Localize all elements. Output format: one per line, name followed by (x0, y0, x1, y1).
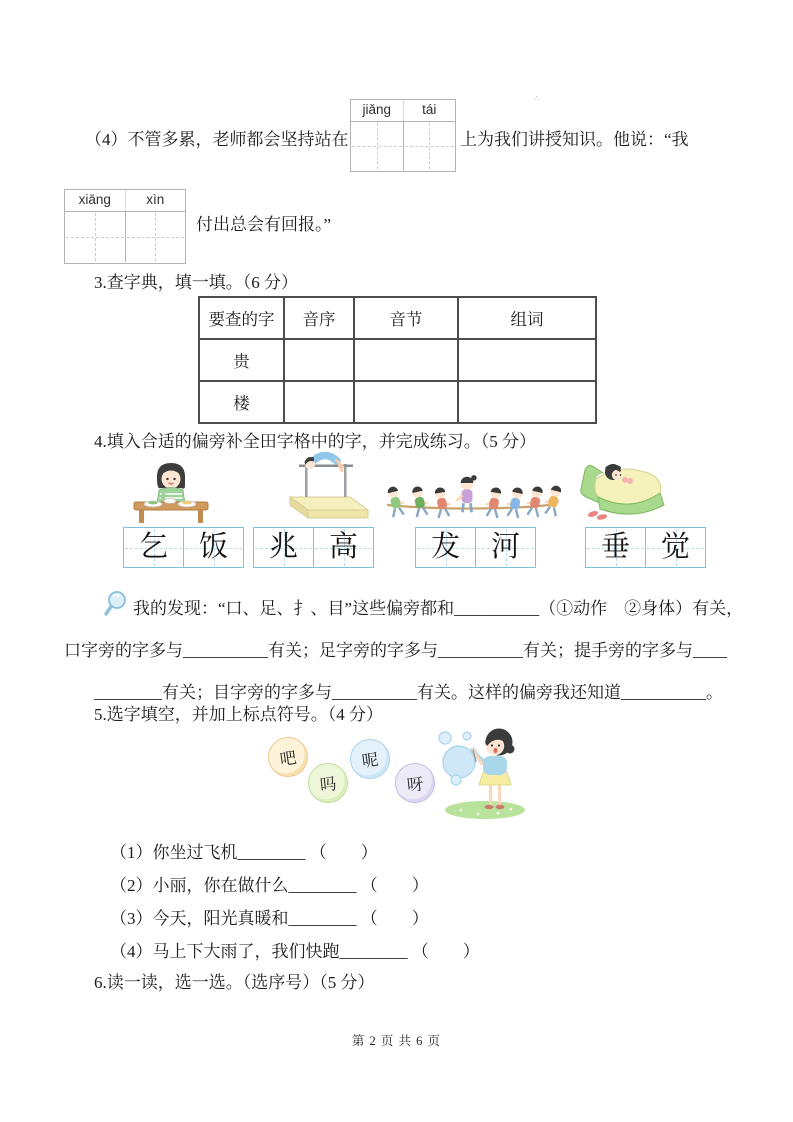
magnifier-icon (102, 590, 128, 618)
q5-item-2: （2）小丽，你在做什么________ （ ） (110, 876, 429, 895)
cell-zuci-blank[interactable] (458, 381, 596, 423)
table-header-row (199, 297, 596, 339)
bubble-word: 吧 (278, 747, 298, 770)
cell-char: 贵 (199, 339, 284, 381)
writing-cell[interactable] (124, 528, 183, 567)
discovery-line-2: 口字旁的字多与__________有关；足字旁的字多与__________有关；提手旁的字多与____ (64, 641, 727, 660)
writing-cell[interactable] (416, 528, 475, 567)
character: 高 (328, 531, 358, 563)
writing-cell[interactable] (313, 528, 373, 567)
character: 饭 (198, 531, 228, 563)
girl-blowing-bubbles-illustration (423, 722, 535, 822)
word-bubble-ma (306, 761, 350, 805)
sentence-4-part3: 付出总会有回报。” (196, 215, 332, 234)
sleeping-child-illustration (578, 455, 670, 523)
pinyin-writing-grid-jiangtai (350, 99, 456, 172)
writing-cell[interactable] (645, 528, 705, 567)
high-jump-illustration (278, 452, 378, 525)
character: 觉 (660, 531, 690, 563)
pinyin-header (65, 190, 185, 212)
pinyin-syllable: tái (403, 100, 456, 121)
writing-cell[interactable] (125, 212, 186, 262)
writing-cell[interactable] (65, 212, 125, 262)
character: 河 (490, 531, 520, 563)
q5-item-3: （3）今天，阳光真暖和________ （ ） (110, 909, 429, 928)
writing-cell[interactable] (254, 528, 313, 567)
bubble-word: 呀 (405, 774, 425, 795)
header-zuci: 组词 (458, 297, 596, 339)
pinyin-writing-grid-xiangxin (64, 189, 186, 264)
q5-item-1: （1）你坐过飞机________ （ ） (110, 843, 378, 862)
answer-box-bahe[interactable] (415, 527, 536, 568)
cell-yinjie-blank[interactable] (354, 339, 458, 381)
writing-cell[interactable] (475, 528, 535, 567)
q5-item-4: （4）马上下大雨了，我们快跑________ （ ） (110, 942, 480, 961)
question-4-title: 4.填入合适的偏旁补全田字格中的字，并完成练习。（5 分） (94, 432, 536, 451)
word-bubble-ba (265, 734, 310, 779)
cell-yinxu-blank[interactable] (284, 381, 354, 423)
writing-cell[interactable] (183, 528, 243, 567)
header-yinxu: 音序 (284, 297, 354, 339)
answer-box-tiaogao[interactable] (253, 527, 374, 568)
bubble-word: 呢 (360, 749, 380, 772)
girl-eating-illustration (126, 459, 216, 525)
question-5-title: 5.选字填空，并加上标点符号。（4 分） (94, 705, 383, 724)
character: 犮 (430, 531, 460, 563)
cell-yinxu-blank[interactable] (284, 339, 354, 381)
pinyin-syllable: xìn (125, 190, 186, 211)
question-6-title: 6.读一读，选一选。（选序号）（5 分） (94, 973, 375, 992)
page-number-footer: 第 2 页 共 6 页 (351, 1034, 442, 1048)
character: 兆 (268, 531, 298, 563)
answer-box-shuijiao[interactable] (585, 527, 706, 568)
table-row (199, 339, 596, 381)
pinyin-header (351, 100, 455, 122)
word-bubble-ne (347, 736, 392, 781)
header-yinjie: 音节 (354, 297, 458, 339)
character: 乞 (138, 531, 168, 563)
tug-of-war-illustration (383, 466, 561, 526)
pinyin-syllable: jiǎng (362, 102, 392, 117)
question-3-title: 3.查字典，填一填。（6 分） (94, 273, 298, 292)
cell-char: 楼 (199, 381, 284, 423)
pinyin-syllable: xiāng (78, 192, 111, 207)
table-row (199, 381, 596, 423)
sentence-4-part1: （4）不管多累，老师都会坚持站在 (85, 130, 349, 149)
sentence-4-part2: 上为我们讲授知识。他说：“我 (460, 130, 689, 149)
discovery-line-1: 我的发现：“口、足、扌、目”这些偏旁都和__________（①动作 ②身体）有关， (133, 599, 744, 618)
cell-zuci-blank[interactable] (458, 339, 596, 381)
writing-cell[interactable] (351, 122, 403, 170)
character: 垂 (600, 531, 630, 563)
stray-scan-mark: ∴ (534, 94, 540, 103)
cell-yinjie-blank[interactable] (354, 381, 458, 423)
bubble-word: 吗 (318, 774, 338, 795)
dictionary-lookup-table (198, 296, 597, 424)
header-char-to-look-up: 要查的字 (199, 297, 284, 339)
answer-box-chifan[interactable] (123, 527, 244, 568)
writing-cell[interactable] (403, 122, 456, 170)
writing-cell[interactable] (586, 528, 645, 567)
discovery-line-3: ________有关；目字旁的字多与__________有关。这样的偏旁我还知道__________。 (94, 683, 723, 702)
